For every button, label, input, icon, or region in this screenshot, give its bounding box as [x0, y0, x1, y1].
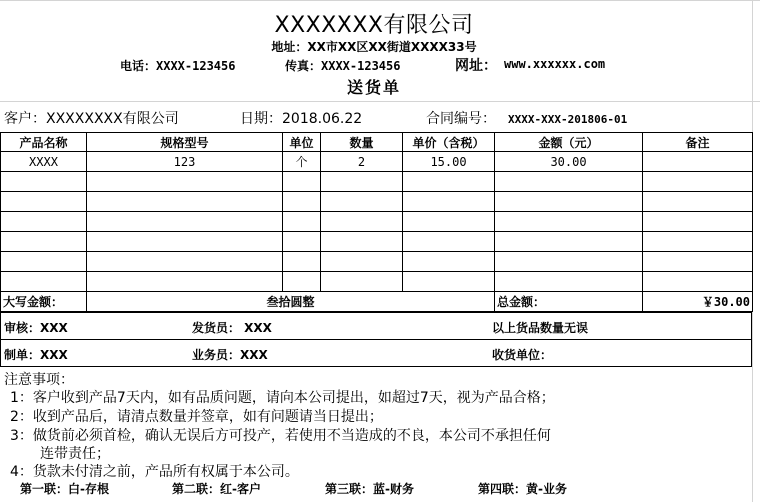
- reviewer-field: 审核：XXX: [4, 321, 68, 335]
- sheet-gridline: [0, 101, 760, 102]
- company-title: XXXXXXX有限公司: [274, 13, 474, 38]
- table-header-row: [1, 133, 753, 152]
- note-item-continued: 连带责任；: [40, 446, 110, 462]
- cell-product[interactable]: [1, 212, 87, 232]
- cell-price[interactable]: [403, 272, 495, 292]
- document-title: 送货单: [346, 78, 401, 97]
- column-header: 单位: [283, 133, 321, 152]
- capital-amount-value[interactable]: 叁拾圆整: [87, 292, 495, 312]
- cell-amount[interactable]: [495, 192, 643, 212]
- table-row: [1, 152, 753, 172]
- cell-quantity[interactable]: [321, 272, 403, 292]
- company-website: www.xxxxxx.com: [504, 57, 606, 71]
- column-header: 单价（含税）: [403, 133, 495, 152]
- cell-product[interactable]: [1, 172, 87, 192]
- signature-divider: [0, 339, 752, 340]
- contract-number: XXXX-XXX-201806-01: [508, 113, 628, 126]
- goods-table: [0, 132, 753, 312]
- cell-spec[interactable]: [87, 192, 283, 212]
- sheet-gridline: [0, 0, 760, 1]
- cell-unit[interactable]: [283, 192, 321, 212]
- cell-amount[interactable]: [495, 172, 643, 192]
- note-item: 1：客户收到产品7天内，如有品质问题，请向本公司提出，如超过7天，视为产品合格；: [10, 390, 555, 406]
- cell-amount[interactable]: 30.00: [495, 152, 643, 172]
- company-phone: 电话：XXXX-123456: [120, 59, 236, 73]
- cell-price[interactable]: [403, 192, 495, 212]
- table-row: [1, 172, 753, 192]
- cell-quantity[interactable]: [321, 192, 403, 212]
- quantity-confirm-text: 以上货品数量无误: [492, 321, 589, 335]
- copy-label-stub: 第一联：白-存根: [20, 482, 109, 496]
- company-fax: 传真：XXXX-123456: [285, 59, 401, 73]
- cell-remark[interactable]: [643, 252, 753, 272]
- column-header: 产品名称: [1, 133, 87, 152]
- cell-quantity[interactable]: [321, 172, 403, 192]
- copy-label-sales: 第四联：黄-业务: [478, 482, 567, 496]
- cell-remark[interactable]: [643, 232, 753, 252]
- delivery-date: 日期：2018.06.22: [240, 111, 363, 127]
- cell-remark[interactable]: [643, 272, 753, 292]
- cell-remark[interactable]: [643, 212, 753, 232]
- column-header: 备注: [643, 133, 753, 152]
- contract-label: 合同编号：: [426, 111, 496, 127]
- cell-spec[interactable]: [87, 252, 283, 272]
- cell-quantity[interactable]: 2: [321, 152, 403, 172]
- cell-amount[interactable]: [495, 272, 643, 292]
- table-row: [1, 252, 753, 272]
- cell-unit[interactable]: [283, 272, 321, 292]
- copy-label-finance: 第三联：蓝-财务: [325, 482, 414, 496]
- column-header: 数量: [321, 133, 403, 152]
- cell-quantity[interactable]: [321, 212, 403, 232]
- table-row: [1, 232, 753, 252]
- cell-spec[interactable]: [87, 272, 283, 292]
- cell-quantity[interactable]: [321, 232, 403, 252]
- table-row: [1, 272, 753, 292]
- cell-remark[interactable]: [643, 192, 753, 212]
- company-address: 地址：XX市XX区XX街道XXXX33号: [271, 40, 477, 54]
- cell-unit[interactable]: 个: [283, 152, 321, 172]
- note-item: 2：收到产品后，请清点数量并签章，如有问题请当日提出；: [10, 409, 383, 425]
- note-item: 3：做货前必须首检，确认无误后方可投产，若使用不当造成的不良，本公司不承担任何: [10, 428, 551, 444]
- notes-title: 注意事项：: [4, 372, 74, 388]
- cell-price[interactable]: [403, 172, 495, 192]
- capital-amount-label: 大写金额：: [1, 292, 87, 312]
- table-row: [1, 192, 753, 212]
- note-item: 4：货款未付清之前，产品所有权属于本公司。: [10, 464, 299, 480]
- cell-quantity[interactable]: [321, 252, 403, 272]
- cell-unit[interactable]: [283, 172, 321, 192]
- cell-price[interactable]: [403, 232, 495, 252]
- cell-unit[interactable]: [283, 212, 321, 232]
- cell-product[interactable]: [1, 252, 87, 272]
- cell-amount[interactable]: [495, 232, 643, 252]
- website-label: 网址：: [455, 58, 497, 74]
- cell-spec[interactable]: [87, 172, 283, 192]
- customer-name: 客户：XXXXXXXX有限公司: [4, 111, 179, 127]
- cell-price[interactable]: 15.00: [403, 152, 495, 172]
- total-amount-label: 总金额：: [495, 292, 643, 312]
- cell-spec[interactable]: [87, 232, 283, 252]
- cell-price[interactable]: [403, 252, 495, 272]
- maker-field: 制单：XXX: [4, 348, 68, 362]
- salesman-field: 业务员：XXX: [192, 348, 268, 362]
- cell-product[interactable]: XXXX: [1, 152, 87, 172]
- cell-remark[interactable]: [643, 172, 753, 192]
- cell-remark[interactable]: [643, 152, 753, 172]
- copy-label-customer: 第二联：红-客户: [172, 482, 261, 496]
- cell-unit[interactable]: [283, 252, 321, 272]
- cell-spec[interactable]: 123: [87, 152, 283, 172]
- cell-product[interactable]: [1, 192, 87, 212]
- cell-price[interactable]: [403, 212, 495, 232]
- total-amount-value[interactable]: ￥30.00: [643, 292, 753, 312]
- cell-amount[interactable]: [495, 252, 643, 272]
- cell-amount[interactable]: [495, 212, 643, 232]
- cell-product[interactable]: [1, 232, 87, 252]
- table-row: [1, 212, 753, 232]
- shipper-field: 发货员： XXX: [192, 321, 272, 335]
- totals-row: [1, 292, 753, 312]
- receiver-field: 收货单位：: [492, 348, 553, 362]
- cell-product[interactable]: [1, 272, 87, 292]
- cell-unit[interactable]: [283, 232, 321, 252]
- cell-spec[interactable]: [87, 212, 283, 232]
- column-header: 规格型号: [87, 133, 283, 152]
- column-header: 金额（元）: [495, 133, 643, 152]
